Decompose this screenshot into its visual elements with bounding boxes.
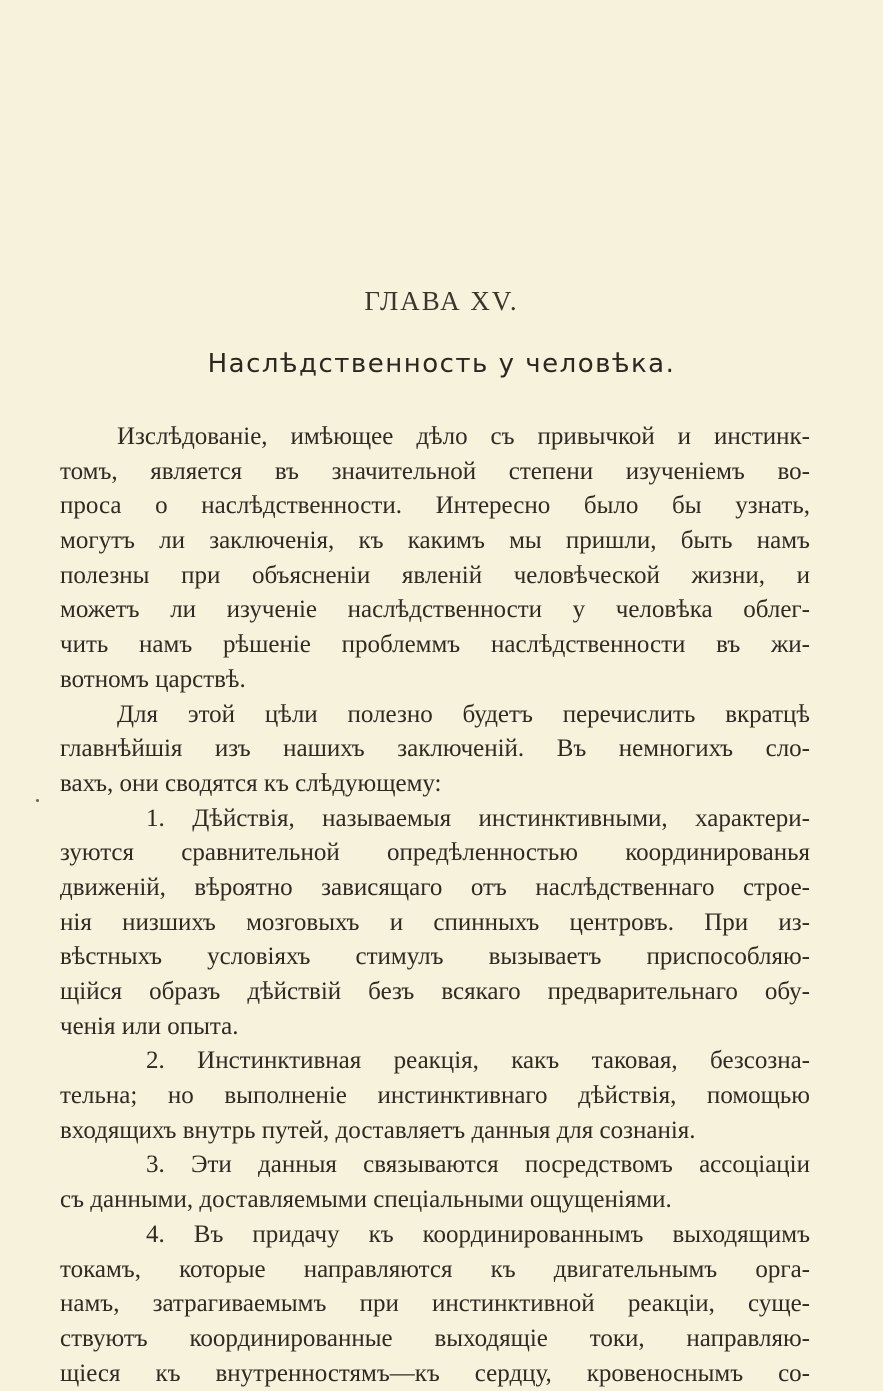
text-line: 4. Въ придачу къ координированнымъ выходящимъ — [146, 1220, 810, 1248]
text-line: Для этой цѣли полезно будетъ перечислить вкратцѣ — [117, 700, 810, 728]
text-line: вѣстныхъ условіяхъ стимулъ вызываетъ приспособляю- — [60, 943, 810, 971]
chapter-heading: ГЛАВА XV. — [364, 286, 519, 316]
text-line: вахъ, они сводятся къ слѣдующему: — [60, 769, 442, 797]
text-line: зуются сравнительной опредѣленностью координированья — [60, 839, 810, 867]
margin-dot-mark — [36, 799, 39, 802]
text-line: нія низшихъ мозговыхъ и спинныхъ центровъ. При из- — [60, 908, 810, 936]
text-line: движеній, вѣроятно зависящаго отъ наслѣдственнаго строе- — [60, 873, 810, 901]
text-line: вотномъ царствѣ. — [60, 665, 246, 693]
body-text — [60, 420, 810, 1391]
text-line: съ данными, доставляемыми спеціальными ощущеніями. — [60, 1186, 672, 1214]
text-line: ствуютъ координированные выходящіе токи, направляю- — [60, 1324, 810, 1352]
chapter-title: Наслѣдственность у человѣка. — [207, 349, 676, 379]
text-line: томъ, является въ значительной степени изученіемъ во- — [60, 457, 810, 485]
text-line: проса о наслѣдственности. Интересно было бы узнать, — [60, 492, 810, 520]
text-line: могутъ ли заключенія, къ какимъ мы пришли, быть намъ — [60, 527, 810, 555]
text-line: можетъ ли изученіе наслѣдственности у человѣка облег- — [60, 596, 810, 624]
text-line: 3. Эти данныя связываются посредствомъ ассоціаціи — [146, 1151, 810, 1179]
text-line: главнѣйшія изъ нашихъ заключеній. Въ немногихъ сло- — [60, 735, 810, 763]
text-line: чить намъ рѣшеніе проблеммъ наслѣдственности въ жи- — [60, 631, 810, 659]
text-line: 1. Дѣйствія, называемыя инстинктивными, характери- — [146, 804, 810, 832]
text-line: щіеся къ внутренностямъ—къ сердцу, кровеноснымъ со- — [60, 1359, 810, 1387]
text-line: токамъ, которые направляются къ двигательнымъ орга- — [60, 1255, 810, 1283]
text-line: щійся образъ дѣйствій безъ всякаго предварительнаго обу- — [60, 978, 810, 1005]
text-line: ченія или опыта. — [60, 1012, 239, 1040]
text-line: намъ, затрагиваемымъ при инстинктивной реакціи, суще- — [60, 1290, 810, 1318]
text-line: тельна; но выполненіе инстинктивнаго дѣйствія, помощью — [60, 1082, 810, 1110]
text-line: полезны при объясненіи явленій человѣческой жизни, и — [60, 561, 810, 589]
text-line: входящихъ внутрь путей, доставляетъ данныя для сознанія. — [60, 1116, 696, 1144]
text-line: Изслѣдованіе, имѣющее дѣло съ привычкой и инстинк- — [117, 423, 810, 450]
text-line: 2. Инстинктивная реакція, какъ таковая, безсозна- — [146, 1047, 810, 1075]
